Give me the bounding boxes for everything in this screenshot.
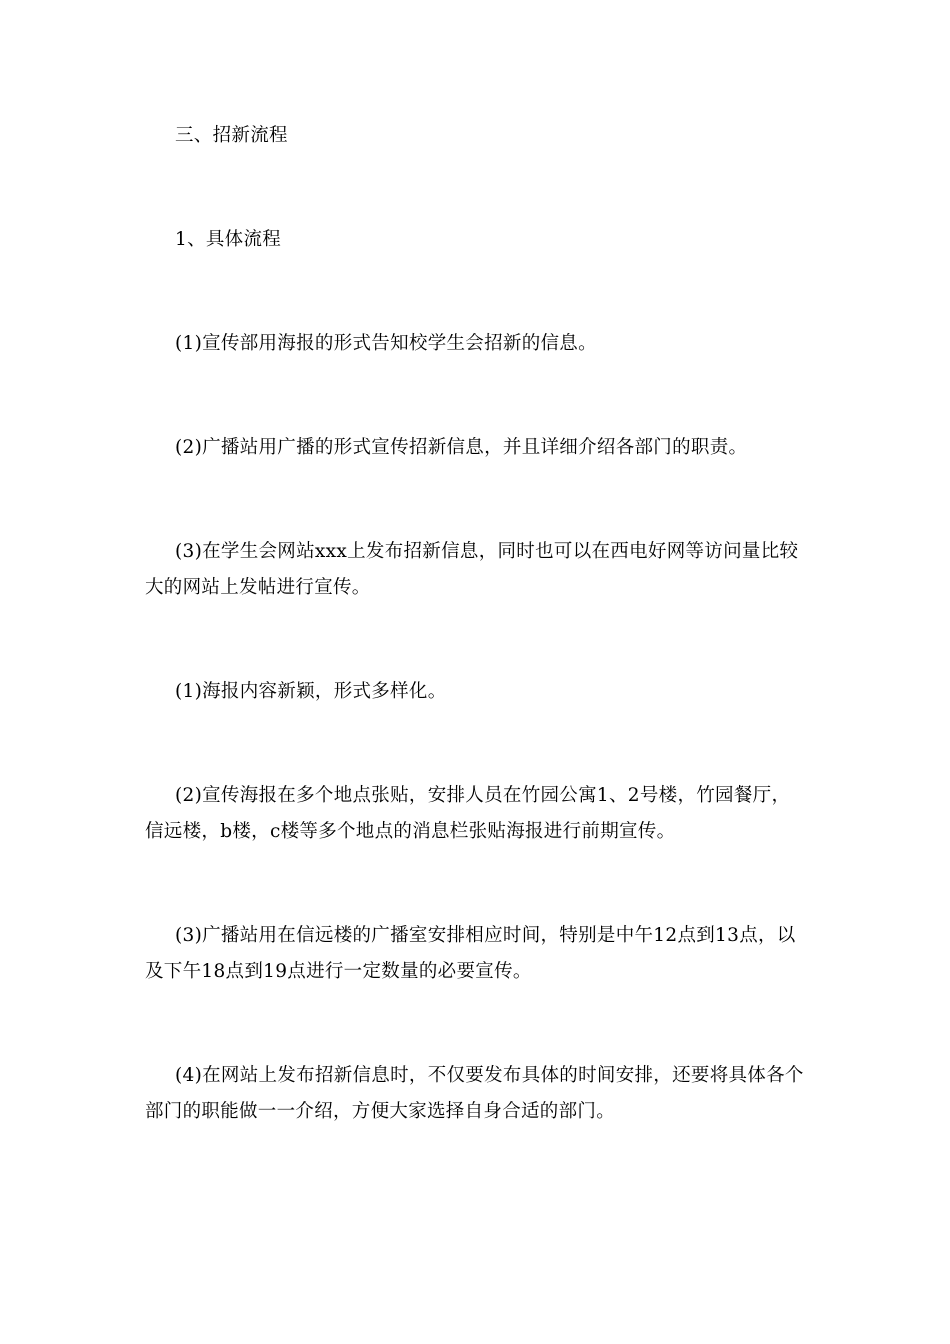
section-heading-recruitment-process: 三、招新流程 — [175, 125, 288, 146]
subheading-specific-process: 1、具体流程 — [175, 229, 282, 250]
paragraph-poster-notice: (1)宣传部用海报的形式告知校学生会招新的信息。 — [175, 333, 597, 354]
paragraph-poster-content: (1)海报内容新颖，形式多样化。 — [175, 681, 447, 702]
paragraph-website-details: (4)在网站上发布招新信息时，不仅要发布具体的时间安排，还要将具体各个部门的职能做一一介绍，方便大家选择自身合适的部门。 — [145, 1065, 804, 1122]
paragraph-website-notice: (3)在学生会网站xxx上发布招新信息，同时也可以在西电好网等访问量比较大的网站上发帖进行宣传。 — [145, 541, 799, 598]
paragraph-poster-locations: (2)宣传海报在多个地点张贴，安排人员在竹园公寓1、2号楼，竹园餐厅，信远楼，b楼，c楼等多个地点的消息栏张贴海报进行前期宣传。 — [145, 785, 791, 842]
paragraph-broadcast-notice: (2)广播站用广播的形式宣传招新信息，并且详细介绍各部门的职责。 — [175, 437, 748, 458]
paragraph-broadcast-schedule: (3)广播站用在信远楼的广播室安排相应时间，特别是中午12点到13点，以及下午18点到19点进行一定数量的必要宣传。 — [145, 925, 796, 982]
